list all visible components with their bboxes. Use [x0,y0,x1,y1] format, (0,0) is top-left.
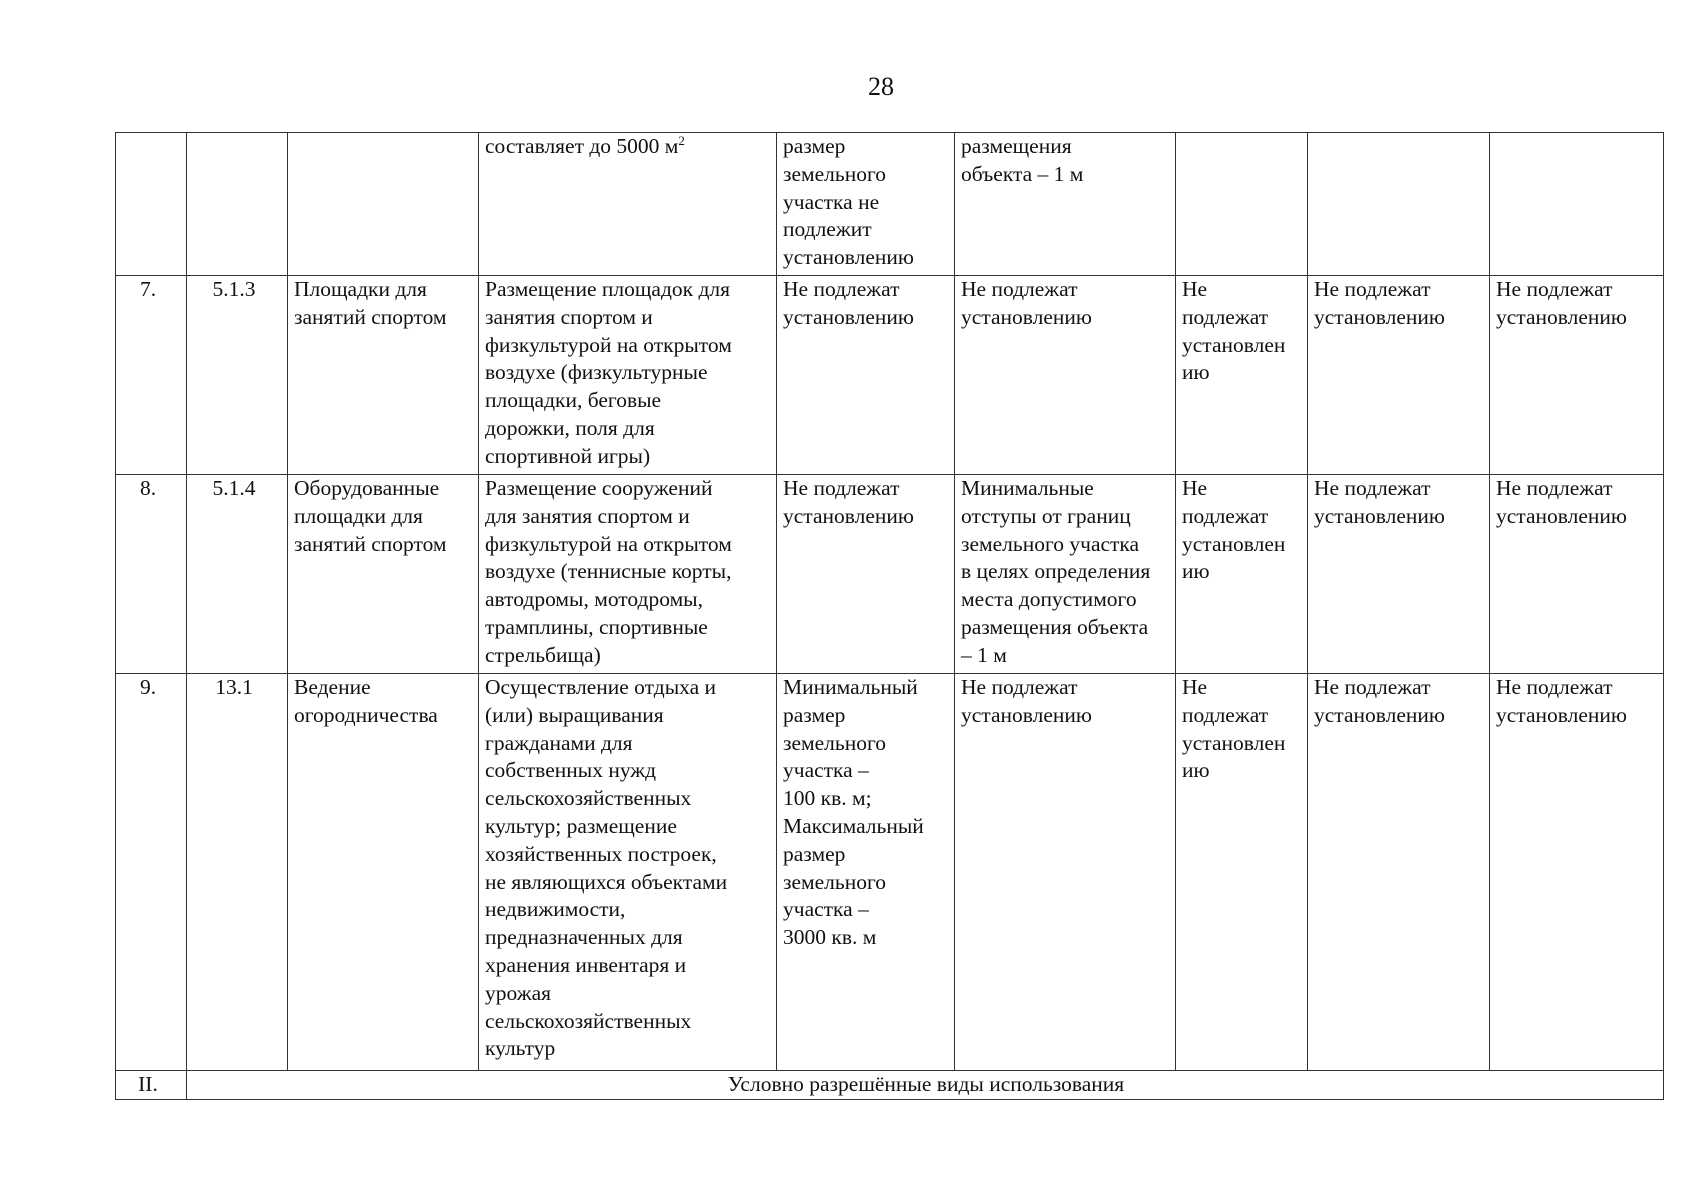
plot-size: Не подлежат установлению [777,276,955,475]
parameter: Не подлежат установлению [1490,276,1664,475]
setbacks: Не подлежат установлению [955,276,1176,475]
use-code: 5.1.3 [187,276,288,475]
table-cell-description [479,133,777,276]
plot-size: Минимальный размер земельного участка – 100 кв. м; Максимальный размер земельного участка – 3000 кв. м [777,674,955,1071]
plot-size: Не подлежат установлению [777,475,955,674]
use-description: Размещение сооружений для занятия спортом и физкультурой на открытом воздухе (теннисные корты, автодромы, мотодромы, трамплины, спортивные стрельбища) [479,475,777,674]
table-cell [288,133,479,276]
section-number: II. [116,1071,187,1100]
table-cell [1308,133,1490,276]
table-row [116,475,1664,674]
parameter: Не подлежат установлен ию [1176,674,1308,1071]
section-row [116,1071,1664,1100]
table-row [116,276,1664,475]
use-description: Осуществление отдыха и (или) выращивания гражданами для собственных нужд сельскохозяйственных культур; размещение хозяйственных построек, не являющихся объектами недвижимости, предназначенных для хранения инвентаря и урожая сельскохозяйственных культур [479,674,777,1071]
table-cell [1176,133,1308,276]
table-row-continuation [116,133,1664,276]
table-cell [187,133,288,276]
parameter: Не подлежат установлению [1308,276,1490,475]
parameter: Не подлежат установлен ию [1176,475,1308,674]
row-number: 9. [116,674,187,1071]
row-number: 8. [116,475,187,674]
table-cell [116,133,187,276]
land-use-regulations-table [115,132,1664,1100]
parameter: Не подлежат установлению [1490,674,1664,1071]
area-limit-text: составляет до 5000 м [485,134,679,158]
page-number: 28 [868,72,894,101]
section-title: Условно разрешённые виды использования [187,1071,1664,1100]
use-code: 13.1 [187,674,288,1071]
use-description: Размещение площадок для занятия спортом и физкультурой на открытом воздухе (физкультурные площадки, беговые дорожки, поля для спортивной игры) [479,276,777,475]
superscript: 2 [678,132,685,148]
parameter: Не подлежат установлению [1308,475,1490,674]
table-cell [1490,133,1664,276]
use-code: 5.1.4 [187,475,288,674]
table-row [116,674,1664,1071]
use-name: Ведение огородничества [288,674,479,1071]
parameter: Не подлежат установлен ию [1176,276,1308,475]
setbacks: Минимальные отступы от границ земельного участка в целях определения места допустимого размещения объекта – 1 м [955,475,1176,674]
use-name: Площадки для занятий спортом [288,276,479,475]
setbacks: Не подлежат установлению [955,674,1176,1071]
table-cell-plot-size: размер земельного участка не подлежит установлению [777,133,955,276]
table-cell-setbacks: размещения объекта – 1 м [955,133,1176,276]
use-name: Оборудованные площадки для занятий спортом [288,475,479,674]
row-number: 7. [116,276,187,475]
parameter: Не подлежат установлению [1308,674,1490,1071]
parameter: Не подлежат установлению [1490,475,1664,674]
